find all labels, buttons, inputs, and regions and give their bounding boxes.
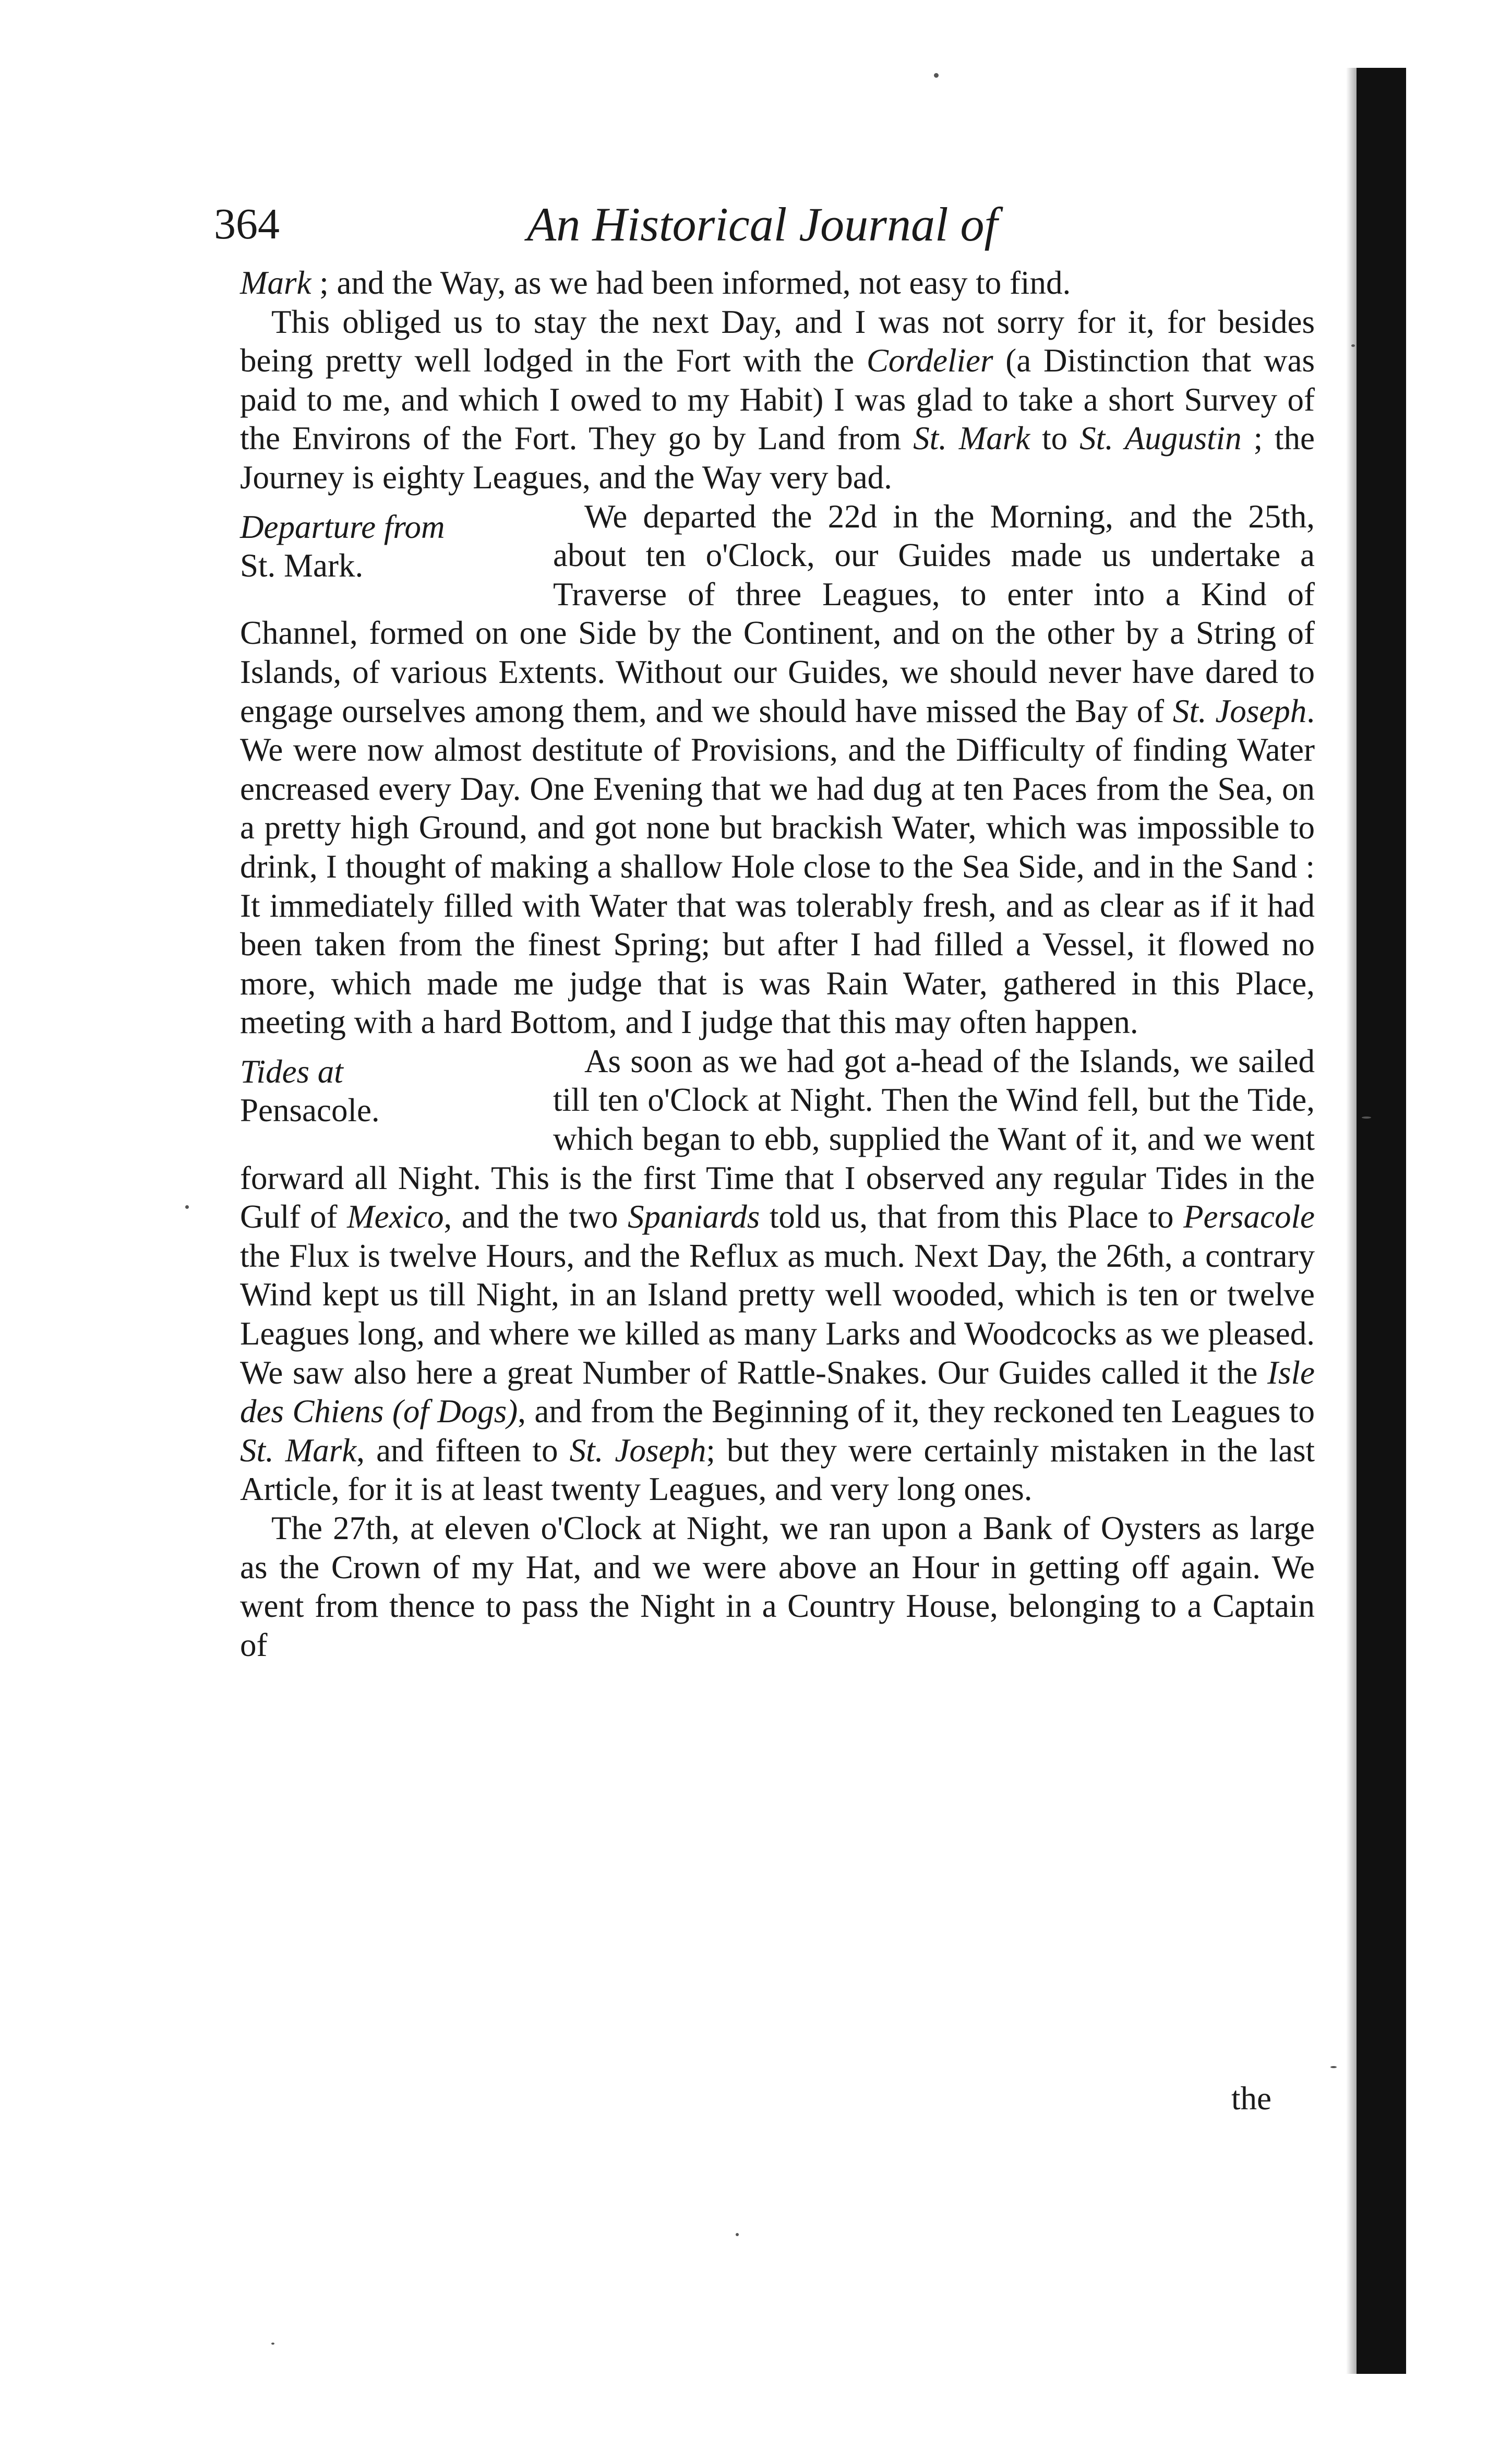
speck	[1362, 1117, 1371, 1119]
binding-shadow	[1346, 68, 1358, 2374]
text-run: . We were now almost destitute of Provisions, and the Difficulty of finding Water encreased every Day. One Evening that we had dug at ten Paces from the Sea, on a pretty high Ground, and got none but brackish Water, which was impossible to drink, I thought of making a shallow Hole close to the Sea Side, and in the Sand : It immediately filled with Water that was tolerably fresh, and as clear as if it had been taken from the finest Spring; but after I had filled a Vessel, it flowed no more, which made me judge that is was Rain Water, gathered in this Place, meeting with a hard Bottom, and I judge that this may often happen.	[240, 692, 1315, 1041]
side-note-place: Pensacole.	[240, 1092, 380, 1129]
running-head: An Historical Journal of	[527, 198, 998, 251]
text-run: , and from the Beginning of it, they reckoned ten Leagues to	[518, 1393, 1315, 1430]
catchword: the	[1231, 2080, 1271, 2117]
italic-term: Cordelier	[866, 342, 993, 379]
side-note-place: St. Mark.	[240, 547, 364, 584]
side-note-label: Tides at	[240, 1053, 343, 1090]
text-run: ; and the Way, as we had been informed, not easy to find.	[311, 265, 1071, 301]
text-run: ; the Journey is eighty Leagues, and the Way very bad.	[240, 420, 1315, 496]
speck	[1351, 344, 1355, 347]
speck	[185, 1205, 189, 1209]
page-number: 364	[214, 200, 280, 248]
italic-place: St. Joseph	[1172, 692, 1307, 729]
text-run: ; but they were certainly mistaken in the last Article, for it is at least twenty Leagues, and very long ones.	[240, 1432, 1315, 1508]
text-run: This obliged us to stay the next Day, and I was not sorry for it, for besides being pretty well lodged in the Fort with the	[240, 303, 1315, 379]
italic-place: Mexico	[347, 1198, 444, 1235]
speck	[934, 73, 939, 78]
text-run: The 27th, at eleven o'Clock at Night, we ran upon a Bank of Oysters as large as the Crown of my Hat, and we were above an Hour in getting off again. We went from thence to pass the Night in a Country House, belonging to a Captain of	[240, 1510, 1315, 1663]
italic-place: St. Mark	[240, 1432, 357, 1469]
italic-place: Isle des Chiens (of Dogs)	[240, 1354, 1315, 1430]
side-note-tides	[240, 1052, 532, 1130]
side-note-departure	[240, 508, 532, 585]
italic-place: Mark	[240, 265, 311, 301]
speck	[271, 2343, 274, 2345]
page-header	[214, 188, 1336, 261]
text-run: told us, that from this Place to	[760, 1198, 1184, 1235]
italic-place: St. Mark	[913, 420, 1030, 457]
binding-edge	[1357, 68, 1406, 2374]
text-run: to	[1030, 420, 1080, 457]
text-run: As soon as we had got a-head of the Islands, we sailed till ten o'Clock at Night. Then the Wind fell, but the Tide, which began to ebb, supplied the Want of it, and we went forward all Night. This is the first Time that I observed any regular Tides in the Gulf of	[240, 1042, 1315, 1235]
text-run: , and the two	[443, 1198, 628, 1235]
side-note-label: Departure from	[240, 508, 445, 545]
italic-place: St. Joseph	[569, 1432, 706, 1469]
speck	[1330, 2066, 1337, 2068]
italic-place: Persacole	[1183, 1198, 1315, 1235]
speck	[736, 2233, 739, 2236]
paragraph-3	[240, 497, 1315, 1042]
text-run: (a Distinction that was paid to me, and which I owed to my Habit) I was glad to take a short Survey of the Environs of the Fort. They go by Land from	[240, 342, 1315, 457]
text-run: , and fifteen to	[356, 1432, 570, 1469]
paragraph-4	[240, 1042, 1315, 1509]
italic-term: Spaniards	[628, 1198, 760, 1235]
body-text	[240, 263, 1315, 1664]
text-run: We departed the 22d in the Morning, and the 25th, about ten o'Clock, our Guides made us undertake a Traverse of three Leagues, to enter into a Kind of Channel, formed on one Side by the Continent, and on the other by a String of Islands, of various Extents. Without our Guides, we should never have dared to engage ourselves among them, and we should have missed the Bay of	[240, 498, 1315, 729]
paragraph-5	[240, 1509, 1315, 1664]
paragraph-1	[240, 263, 1315, 303]
text-run: the Flux is twelve Hours, and the Reflux as much. Next Day, the 26th, a contrary Wind kept us till Night, in an Island pretty well wooded, which is ten or twelve Leagues long, and where we killed as many Larks and Woodcocks as we pleased. We saw also here a great Number of Rattle-Snakes. Our Guides called it the	[240, 1237, 1315, 1391]
italic-place: St. Augustin	[1079, 420, 1242, 457]
paragraph-2	[240, 303, 1315, 497]
